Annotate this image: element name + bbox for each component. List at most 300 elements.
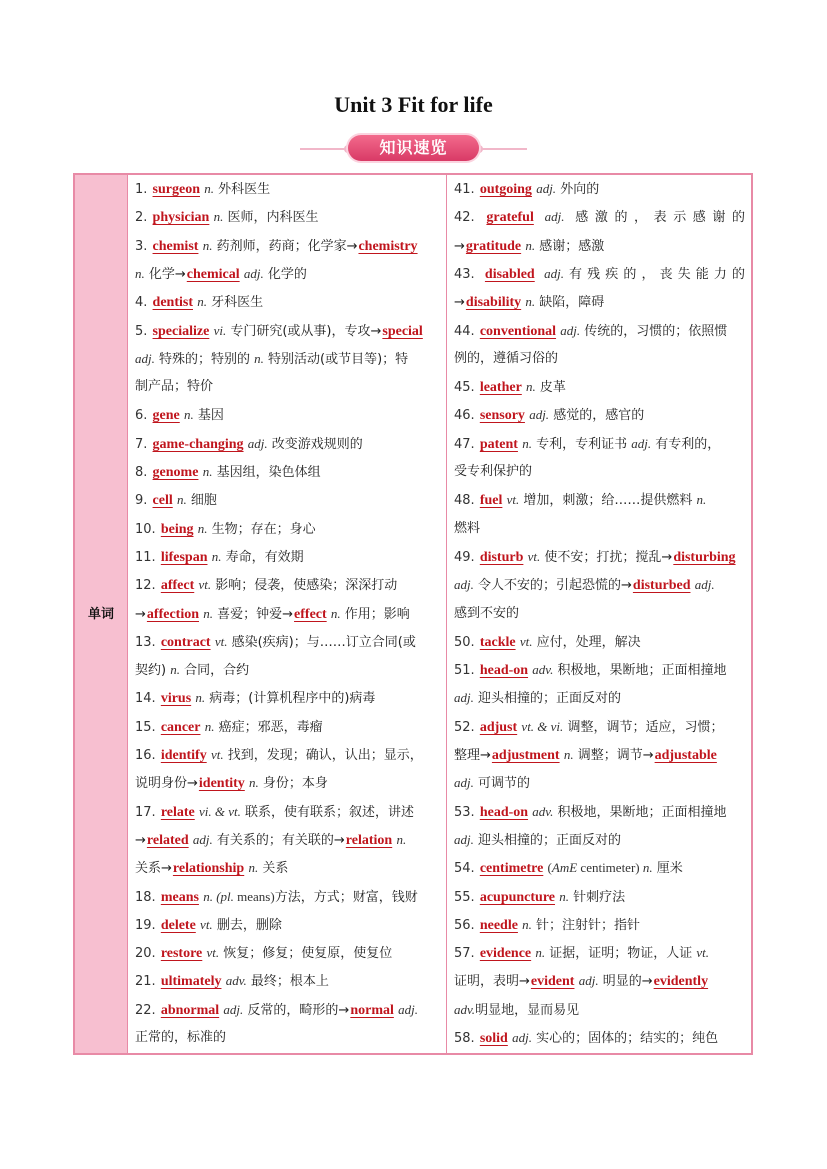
part-of-speech: n.: [522, 294, 536, 310]
part-of-speech: adj.: [454, 577, 474, 593]
part-of-speech: adv.: [454, 1001, 476, 1017]
vocabulary-table: [73, 173, 753, 1055]
entry-number: 45.: [454, 380, 479, 396]
vocab-line: [135, 432, 440, 460]
vocab-line: [454, 630, 745, 658]
definition-text: 积极地，果断地；正面相撞地: [553, 804, 727, 820]
definition-text: 明显的→: [598, 974, 653, 990]
part-of-speech: adv.: [529, 803, 554, 819]
definition-text: →: [135, 606, 146, 622]
definition-text: 应付，处理，解决: [532, 634, 641, 650]
entry-number: 50.: [454, 634, 479, 650]
definition-text: 寿命，有效期: [221, 549, 304, 565]
definition-text: 找到，发现；确认，认出；显示，: [223, 748, 423, 763]
vocab-word: chemist: [152, 238, 199, 254]
vocab-line: [454, 262, 745, 290]
category-label: 单词: [87, 607, 114, 622]
vocab-line: [135, 658, 440, 686]
definition-text: 整理→: [454, 748, 491, 763]
vocabulary-column-right: [447, 175, 751, 1053]
definition-text: 积极地，果断地；正面相撞地: [553, 663, 727, 679]
definition-text: 增加，刺激；给……提供燃料: [519, 493, 697, 509]
vocab-word: contract: [160, 634, 211, 650]
definition-text: 调整，调节；适应，习惯；: [563, 719, 724, 735]
definition-text: 医师，内科医生: [223, 210, 319, 226]
definition-text: 感谢；感激: [535, 238, 605, 254]
definition-text: 说明身份→: [135, 776, 198, 792]
part-of-speech: vt.: [196, 916, 213, 932]
entry-number: 20.: [135, 946, 160, 962]
vocab-word: cell: [152, 493, 173, 509]
entry-number: 56.: [454, 917, 479, 933]
definition-text: 外科医生: [214, 182, 271, 197]
definition-text: 针刺疗法: [569, 889, 626, 905]
vocab-line: [135, 602, 440, 630]
definition-text: →: [454, 295, 465, 311]
part-of-speech: adv.: [529, 662, 554, 678]
definition-text: 证据，证明；物证，人证: [545, 946, 697, 962]
definition-text: 影响；侵袭，使感染；深深打动: [211, 578, 398, 594]
entry-number: 10.: [135, 521, 160, 537]
vocab-word: relate: [160, 804, 195, 820]
vocab-line: [135, 403, 440, 431]
part-of-speech: vt.: [203, 945, 220, 961]
part-of-speech: adj.: [525, 407, 550, 423]
vocab-line: [454, 602, 745, 630]
entry-number: 2.: [135, 210, 152, 226]
vocab-word: identity: [198, 776, 245, 792]
entry-number: 12.: [135, 578, 160, 594]
part-of-speech: n.: [518, 916, 532, 932]
part-of-speech: adj.: [532, 181, 557, 196]
part-of-speech: n.: [245, 775, 259, 791]
definition-text: 身份；本身: [258, 776, 328, 792]
definition-text: 制产品；特价: [135, 379, 214, 395]
vocab-word: needle: [479, 917, 518, 933]
vocab-line: [454, 545, 745, 573]
definition-text: 传统的，习惯的；依照惯: [580, 323, 728, 339]
vocab-line: [454, 234, 745, 262]
vocab-line: [454, 913, 745, 941]
definition-text: 迎头相撞的；正面反对的: [473, 691, 622, 707]
part-of-speech: vt.: [696, 945, 710, 961]
part-of-speech: n.: [245, 860, 259, 876]
definition-text: 燃料: [454, 520, 481, 536]
definition-text: 方法，方式；财富，钱财: [274, 889, 418, 905]
vocab-word: affection: [146, 606, 199, 622]
vocab-word: acupuncture: [479, 889, 556, 905]
definition-text: →: [454, 238, 465, 254]
entry-number: 7.: [135, 436, 152, 452]
part-of-speech: adj.: [240, 265, 264, 281]
part-of-speech: adj.: [631, 435, 652, 451]
definition-text: 专门研究(或从事)，专攻→: [226, 323, 382, 339]
vocab-word: disability: [465, 295, 522, 311]
vocab-word: abnormal: [160, 1002, 220, 1018]
entry-number: 17.: [135, 804, 160, 820]
entry-number: 51.: [454, 663, 479, 679]
vocab-word: normal: [350, 1002, 394, 1018]
definition-text: 契约): [135, 663, 171, 679]
part-of-speech: adj.: [535, 265, 564, 281]
definition-text: 可调节的: [473, 776, 531, 792]
entry-number: 8.: [135, 465, 152, 480]
entry-number: 43.: [454, 266, 484, 282]
vocab-line: [135, 545, 440, 573]
vocab-line: [454, 573, 745, 601]
part-of-speech: n.: [199, 237, 213, 253]
entry-number: 54.: [454, 861, 479, 877]
entry-number: 53.: [454, 804, 479, 820]
definition-text: 针；注射针；指针: [531, 917, 641, 933]
vocab-word: disturb: [479, 549, 524, 565]
definition-text: 令人不安的；引起恐慌的→: [473, 578, 632, 594]
vocab-line: [454, 715, 745, 743]
part-of-speech: adj.: [394, 1001, 418, 1017]
definition-text: 正常的，标准的: [135, 1030, 227, 1045]
banner-label: 知识速览: [348, 135, 479, 161]
vocab-line: [135, 771, 440, 799]
part-of-speech: n.: [522, 237, 536, 253]
vocab-word: disturbing: [673, 549, 736, 565]
vocab-word: surgeon: [152, 182, 200, 197]
vocab-line: [135, 177, 440, 205]
definition-text: 化学→: [144, 266, 186, 282]
part-of-speech: vt.: [211, 633, 228, 649]
vocab-line: [135, 234, 440, 262]
part-of-speech: n.: [170, 662, 180, 678]
part-of-speech: vt.: [516, 633, 533, 649]
vocab-line: [454, 290, 745, 318]
vocab-line: [454, 686, 745, 714]
vocab-word: virus: [160, 691, 192, 707]
part-of-speech: n.: [200, 605, 213, 621]
vocab-line: [135, 460, 440, 488]
vocab-word: gratitude: [465, 238, 522, 254]
vocab-word: identify: [160, 748, 207, 763]
definition-text: 证明，表明→: [454, 974, 530, 990]
english-note: centimeter): [577, 860, 643, 876]
part-of-speech: n.: [192, 690, 206, 706]
vocab-line: [135, 828, 440, 856]
vocab-line: [454, 488, 745, 516]
part-of-speech: n.: [199, 464, 213, 479]
part-of-speech: adj.: [508, 1030, 532, 1045]
part-of-speech: n.: [173, 492, 187, 508]
part-of-speech: n.: [696, 492, 707, 508]
definition-text: 特别活动(或节目等)；特: [263, 351, 409, 367]
entry-number: 41.: [454, 182, 479, 197]
vocab-word: chemistry: [358, 238, 418, 254]
definition-text: 基因: [193, 408, 224, 424]
definition-text: 迎头相撞的；正面反对的: [473, 832, 622, 848]
vocab-word: means: [160, 889, 199, 905]
english-note: means): [233, 888, 275, 904]
vocab-word: grateful: [486, 210, 534, 226]
vocab-line: [135, 800, 440, 828]
vocab-word: specialize: [152, 323, 210, 339]
entry-number: 4.: [135, 295, 152, 311]
vocab-line: [454, 432, 745, 460]
part-of-speech: vt.: [524, 548, 541, 564]
definition-text: 癌症；邪恶，毒瘤: [214, 719, 323, 735]
vocab-word: relationship: [172, 861, 245, 877]
vocab-word: evidently: [653, 974, 709, 990]
vocab-word: being: [160, 521, 194, 537]
vocab-line: [135, 375, 440, 403]
entry-number: 21.: [135, 974, 160, 990]
vocab-word: affect: [160, 578, 195, 594]
definition-text: 实心的；固体的；结实的；纯色: [531, 1031, 719, 1046]
vocab-line: [135, 941, 440, 969]
vocab-line: [135, 290, 440, 318]
part-of-speech: adj.: [575, 973, 599, 989]
entry-number: 5.: [135, 323, 152, 339]
vocab-line: [454, 205, 745, 233]
part-of-speech: n.: [642, 860, 653, 876]
vocab-line: [454, 885, 745, 913]
entry-number: 55.: [454, 889, 479, 905]
part-of-speech: adj.: [454, 831, 474, 847]
vocab-word: outgoing: [479, 182, 532, 197]
part-of-speech: vt.: [195, 577, 212, 593]
entry-number: 19.: [135, 917, 160, 933]
definition-text: 细胞: [186, 493, 217, 509]
entry-number: 11.: [135, 549, 160, 565]
vocab-line: [135, 686, 440, 714]
definition-text: 关系: [258, 861, 289, 877]
vocab-line: [135, 347, 440, 375]
vocab-line: [135, 630, 440, 658]
entry-number: 42.: [454, 210, 486, 226]
entry-number: 44.: [454, 323, 479, 339]
vocab-word: solid: [479, 1031, 508, 1046]
part-of-speech: n.: [393, 831, 407, 847]
definition-text: 感染(疾病)；与……订立合同(或: [227, 634, 416, 650]
vocab-word: sensory: [479, 408, 525, 424]
entry-number: 13.: [135, 634, 160, 650]
vocab-line: [454, 347, 745, 375]
definition-text: 特殊的；特别的: [154, 351, 255, 367]
vocab-line: [135, 743, 440, 771]
definition-text: 例的，遵循习俗的: [454, 350, 559, 366]
entry-number: 6.: [135, 408, 152, 424]
vocab-line: [135, 205, 440, 233]
part-of-speech: vt. & vi.: [518, 718, 564, 734]
definition-text: 基因组，染色体组: [212, 465, 321, 480]
part-of-speech: n.: [327, 605, 341, 621]
definition-text: 感到不安的: [454, 605, 520, 621]
part-of-speech: AmE: [551, 860, 578, 876]
part-of-speech: adv.: [222, 973, 247, 989]
definition-text: 病毒；(计算机程序中的)病毒: [205, 691, 376, 707]
definition-text: →: [135, 832, 146, 848]
vocab-line: [135, 517, 440, 545]
part-of-speech: adj.: [557, 322, 581, 338]
entry-number: 58.: [454, 1031, 479, 1046]
vocab-word: gene: [152, 408, 180, 424]
definition-text: 有专利的，: [651, 436, 721, 452]
definition-text: 感激的，表示感谢的: [564, 210, 745, 226]
entry-number: 16.: [135, 748, 160, 763]
part-of-speech: n.: [135, 265, 145, 281]
definition-text: 作用；影响: [340, 606, 410, 622]
definition-text: 皮革: [535, 380, 566, 396]
definition-text: 关系→: [135, 861, 172, 877]
definition-text: 最终；根本上: [246, 974, 329, 990]
vocab-word: disturbed: [632, 578, 691, 594]
part-of-speech: n.: [532, 945, 546, 961]
definition-text: 缺陷，障碍: [535, 295, 605, 311]
vocab-word: tackle: [479, 634, 516, 650]
definition-text: 生物；存在；身心: [207, 521, 316, 537]
entry-number: 52.: [454, 719, 479, 735]
vocab-word: centimetre: [479, 861, 544, 877]
part-of-speech: adj.: [691, 577, 715, 593]
page-title: Unit 3 Fit for life: [334, 92, 493, 117]
part-of-speech: n.: [194, 294, 207, 310]
vocab-line: [454, 969, 745, 997]
part-of-speech: vi. & vt.: [195, 803, 241, 819]
entry-number: 47.: [454, 436, 479, 452]
part-of-speech: n. (pl.: [199, 888, 234, 904]
definition-text: 调整；调节→: [573, 748, 654, 763]
definition-text: 喜爱；钟爱→: [213, 606, 294, 622]
part-of-speech: n.: [208, 548, 222, 564]
definition-text: 有残疾的，丧失能力的: [563, 266, 745, 282]
definition-text: 明显地，显而易见: [475, 1002, 580, 1018]
part-of-speech: adj.: [135, 350, 155, 366]
part-of-speech: n.: [194, 520, 208, 536]
definition-text: 反常的，畸形的→: [243, 1002, 350, 1018]
part-of-speech: vt.: [503, 492, 520, 508]
vocab-word: genome: [152, 465, 199, 480]
part-of-speech: vi.: [210, 322, 227, 338]
part-of-speech: adj.: [244, 435, 268, 451]
vocab-line: [454, 828, 745, 856]
part-of-speech: adj.: [534, 209, 565, 225]
vocab-line: [454, 941, 745, 969]
definition-text: 药剂师，药商；化学家→: [212, 238, 358, 254]
part-of-speech: n.: [518, 435, 532, 451]
part-of-speech: n.: [556, 888, 570, 904]
definition-text: 改变游戏规则的: [267, 436, 363, 452]
vocab-word: patent: [479, 436, 518, 452]
vocab-line: [454, 658, 745, 686]
section-banner: [300, 133, 527, 165]
vocab-line: [454, 771, 745, 799]
definition-text: 厘米: [652, 861, 683, 877]
vocab-line: [454, 1026, 745, 1054]
vocab-line: [454, 319, 745, 347]
part-of-speech: n.: [201, 718, 215, 734]
vocab-line: [454, 177, 745, 205]
entry-number: 49.: [454, 549, 479, 565]
vocab-line: [135, 885, 440, 913]
vocab-line: [135, 573, 440, 601]
vocab-line: [454, 800, 745, 828]
vocab-word: adjustment: [491, 748, 560, 763]
definition-text: 删去，删除: [212, 917, 282, 933]
entry-number: 48.: [454, 493, 479, 509]
vocab-word: lifespan: [160, 549, 208, 565]
part-of-speech: n.: [522, 379, 536, 395]
vocab-word: evidence: [479, 946, 532, 962]
part-of-speech: adj.: [220, 1001, 244, 1017]
vocab-word: game-changing: [152, 436, 244, 452]
definition-text: 有关系的；有关联的→: [212, 832, 345, 848]
definition-text: 合同，合约: [179, 663, 250, 679]
definition-text: 联系，使有联系；叙述，讲述: [240, 804, 415, 820]
part-of-speech: adj.: [454, 775, 474, 791]
entry-number: 46.: [454, 408, 479, 424]
entry-number: 14.: [135, 691, 160, 707]
vocab-word: cancer: [160, 719, 201, 735]
part-of-speech: adj.: [454, 690, 474, 706]
vocab-line: [135, 262, 440, 290]
entry-number: 3.: [135, 238, 152, 254]
english-note: (: [544, 860, 552, 876]
vocab-word: leather: [479, 380, 522, 396]
part-of-speech: vt.: [207, 747, 224, 762]
vocab-word: head-on: [479, 663, 529, 679]
definition-text: 感觉的，感官的: [549, 408, 645, 424]
definition-text: 外向的: [556, 182, 600, 197]
vocabulary-column-left: [128, 175, 447, 1053]
vocab-word: evident: [530, 974, 575, 990]
vocab-word: related: [146, 832, 189, 848]
vocab-word: relation: [345, 832, 393, 848]
vocab-line: [135, 1026, 440, 1054]
vocab-word: conventional: [479, 323, 557, 339]
vocab-word: restore: [160, 946, 203, 962]
vocab-word: physician: [152, 210, 210, 226]
vocab-word: effect: [294, 606, 327, 622]
definition-text: 恢复；修复；使复原，使复位: [219, 946, 393, 962]
vocab-word: delete: [160, 917, 196, 933]
definition-text: 化学的: [263, 266, 307, 282]
vocab-line: [135, 998, 440, 1026]
vocab-word: dentist: [152, 295, 193, 311]
vocab-line: [135, 488, 440, 516]
entry-number: 22.: [135, 1002, 160, 1018]
vocab-line: [135, 856, 440, 884]
entry-number: 15.: [135, 719, 160, 735]
category-cell: [75, 175, 128, 1053]
vocab-line: [454, 856, 745, 884]
vocab-line: [135, 715, 440, 743]
part-of-speech: n.: [180, 407, 194, 423]
entry-number: 18.: [135, 889, 160, 905]
vocab-word: adjustable: [654, 748, 717, 763]
definition-text: 牙科医生: [207, 295, 264, 311]
definition-text: 使不安；打扰；搅乱→: [540, 549, 673, 565]
part-of-speech: n.: [254, 350, 264, 366]
entry-number: 57.: [454, 946, 479, 962]
part-of-speech: n.: [210, 209, 224, 225]
vocab-line: [454, 375, 745, 403]
part-of-speech: adj.: [189, 831, 213, 847]
vocab-line: [135, 913, 440, 941]
vocab-word: adjust: [479, 719, 518, 735]
vocab-line: [454, 403, 745, 431]
vocab-line: [135, 319, 440, 347]
definition-text: 受专利保护的: [454, 464, 533, 479]
vocab-word: chemical: [186, 266, 240, 282]
vocab-line: [454, 460, 745, 488]
vocab-word: special: [382, 323, 423, 339]
vocab-line: [135, 969, 440, 997]
